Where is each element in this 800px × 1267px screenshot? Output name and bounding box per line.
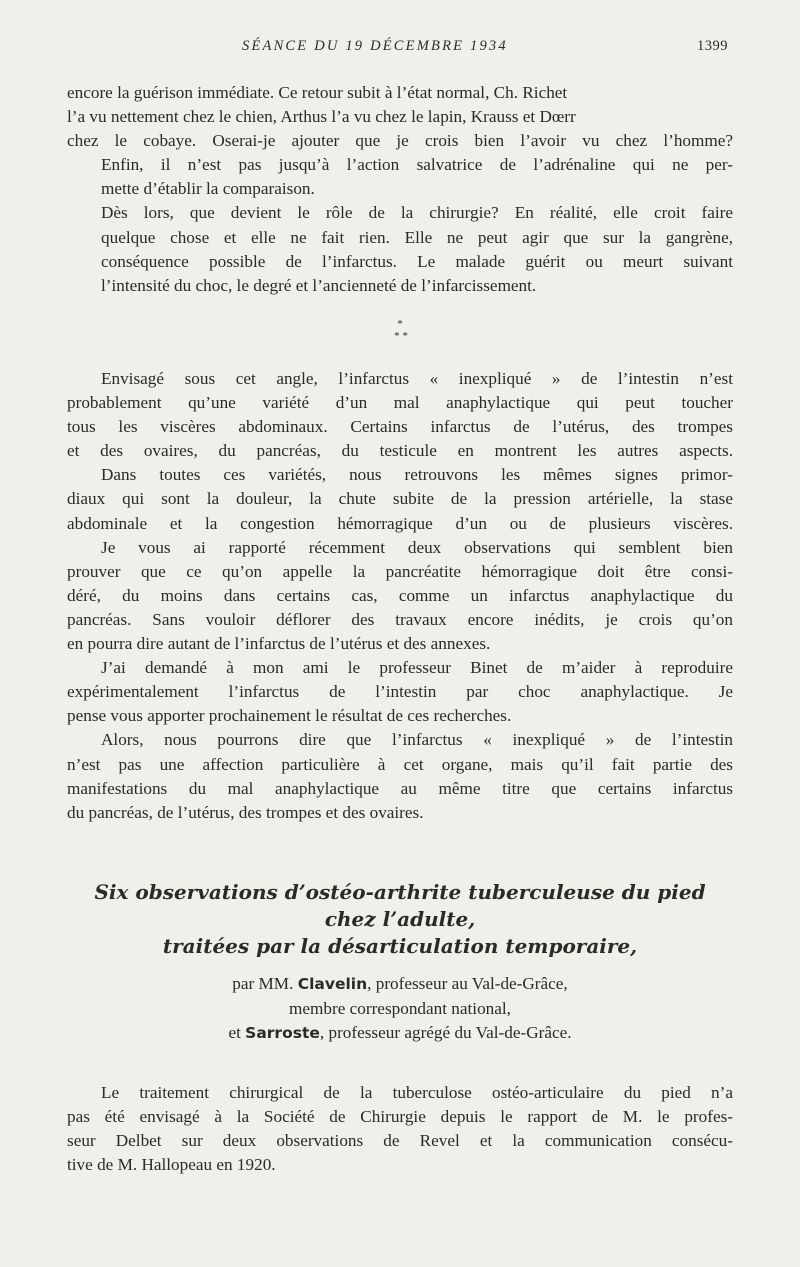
author-line: membre correspondant national, [289,998,511,1018]
author-name: Clavelin [297,975,368,993]
paragraph [67,536,733,656]
text-line: l’a vu nettement chez le chien, Arthus l’a vu chez le lapin, Krauss et Dœrr [67,107,576,127]
paragraph [67,656,733,728]
text-line: Enfin, il n’est pas jusqu’à l’action salvatrice de l’adrénaline qui ne per- [101,155,733,175]
author-line [0,972,800,997]
text-line: Alors, nous pourrons dire que l’infarctus « inexpliqué » de l’intestin [101,730,733,750]
running-head [0,38,800,58]
author-affiliation: , professeur au Val-de-Grâce, [367,974,568,993]
section-2 [67,367,733,825]
author-prefix: par MM. [232,974,298,993]
section-3 [67,1081,733,1177]
article-title [0,879,800,960]
text-line: Envisagé sous cet angle, l’infarctus « inexpliqué » de l’intestin n’est [101,369,733,388]
text-line: Dans toutes ces variétés, nous retrouvons les mêmes signes primor- [101,465,733,485]
asterism-bottom: * * [394,330,408,342]
text-line: Dès lors, que devient le rôle de la chirurgie? En réalité, elle croit faire [101,203,733,223]
paragraph [67,1081,733,1177]
text-line: pas été envisagé à la Société de Chirurgie depuis le rapport de M. le profes- [67,1107,733,1127]
section-1 [67,81,733,298]
article-title-line: Six observations d’ostéo-arthrite tuberculeuse du pied [94,880,706,904]
text-line: pense vous apporter prochainement le résultat de ces recherches. [67,706,512,726]
text-line: tive de M. Hallopeau en 1920. [67,1155,276,1175]
text-line: l’intensité du choc, le degré et l’ancienneté de l’infarcissement. [101,275,537,295]
text-line: mette d’établir la comparaison. [101,179,315,199]
text-line: quelque chose et elle ne fait rien. Elle ne peut agir que sur la gangrène, [101,227,733,247]
paragraph [67,153,733,201]
text-line: en pourra dire autant de l’infarctus de l’utérus et des annexes. [67,634,491,654]
paragraph [67,367,733,463]
text-line: J’ai demandé à mon ami le professeur Binet de m’aider à reproduire [101,658,733,678]
text-line: prouver que ce qu’on appelle la pancréatite hémorragique doit être consi- [67,561,733,581]
asterism-top: * [397,318,403,330]
text-line: manifestations du mal anaphylactique au même titre que certains infarctus [67,778,733,798]
paragraph [67,728,733,824]
article-authors [0,972,800,1046]
article-title-line: traitées par la désarticulation temporaire, [162,934,638,958]
text-line: Je vous ai rapporté récemment deux observations qui semblent bien [101,537,733,557]
text-line: probablement qu’une variété d’un mal anaphylactique qui peut toucher [67,393,733,413]
text-line: conséquence possible de l’infarctus. Le malade guérit ou meurt suivant [101,251,733,271]
text-line: déré, du moins dans certains cas, comme un infarctus anaphylactique du [67,585,733,605]
author-line [0,1021,800,1046]
author-affiliation: , professeur agrégé du Val-de-Grâce. [319,1023,572,1042]
asterism [0,318,800,342]
text-line: Le traitement chirurgical de la tuberculose ostéo-articulaire du pied n’a [101,1083,733,1102]
author-name: Sarroste [245,1024,320,1042]
text-line: expérimentalement l’infarctus de l’intestin par choc anaphylactique. Je [67,682,733,702]
text-line: pancréas. Sans vouloir déflorer des travaux encore inédits, je crois qu’on [67,609,733,629]
author-prefix: et [228,1023,246,1042]
text-line: et des ovaires, du pancréas, du testicule en montrent les autres aspects. [67,441,733,461]
text-line: du pancréas, de l’utérus, des trompes et des ovaires. [67,802,424,822]
text-line: n’est pas une affection particulière à cet organe, mais qu’il fait partie des [67,754,733,774]
page-number: 1399 [697,38,728,54]
text-line: encore la guérison immédiate. Ce retour subit à l’état normal, Ch. Richet [67,83,568,102]
text-line: diaux qui sont la douleur, la chute subite de la pression artérielle, la stase [67,489,733,509]
paragraph [67,463,733,535]
text-line: abdominale et la congestion hémorragique d’un ou de plusieurs viscères. [67,513,733,533]
paragraph [67,201,733,297]
running-head-title: SÉANCE DU 19 DÉCEMBRE 1934 [242,38,508,54]
text-line: seur Delbet sur deux observations de Revel et la communication consécu- [67,1131,733,1151]
paragraph [67,81,733,153]
text-line: tous les viscères abdominaux. Certains infarctus de l’utérus, des trompes [67,417,733,437]
text-line: chez le cobaye. Oserai-je ajouter que je crois bien l’avoir vu chez l’homme? [67,131,733,151]
article-title-line: chez l’adulte, [324,907,476,931]
